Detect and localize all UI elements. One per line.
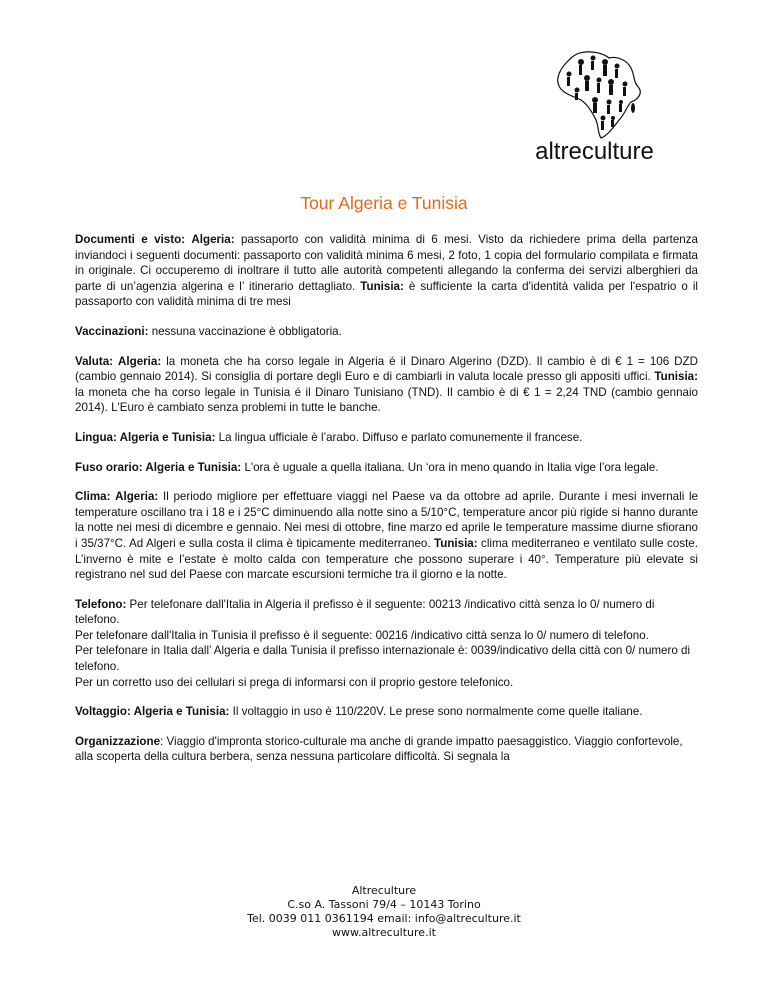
section-text: La lingua ufficiale è l’arabo. Diffuso e parlato comunemente il francese. [218,430,583,444]
country-label: Algeria: [118,354,162,368]
section-documenti [75,232,698,310]
section-telefono [75,597,698,691]
section-lingua [75,430,698,446]
section-label: Valuta: [75,354,114,368]
section-label: Clima: [75,490,111,504]
section-text: è sufficiente la carta d'identità valida per l'espatrio o il passaporto con validità minima di tre mesi [75,279,698,309]
country-label: Algeria: [191,233,235,246]
section-text: la moneta che ha corso legale in Algeria é il Dinaro Algerino (DZD). Il cambio è di € 1 = 106 DZD (cambio gennaio 2014). Si consiglia di portare degli Euro e di cambiarli in valuta locale presso gli appositi uffici. [75,354,698,384]
africa-silhouette-logo-icon [547,48,647,140]
section-text: L'ora è uguale a quella italiana. Un ‘ora in meno quando in Italia vige l’ora legale. [244,460,659,474]
section-voltaggio [75,704,698,720]
country-label: Algeria: [115,490,159,504]
section-text: nessuna vaccinazione è obbligatoria. [151,324,342,338]
country-label: Tunisia: [654,370,698,384]
country-label: Tunisia: [360,279,404,293]
section-vaccinazioni [75,324,698,340]
section-text: la moneta che ha corso legale in Tunisia é il Dinaro Tunisiano (TND). Il cambio è di € 1 = 2,24 TND (cambio gennaio 2014). L'Euro è cambiato senza problemi in tutte le banche. [75,385,698,415]
section-label: Vaccinazioni: [75,324,149,338]
section-clima [75,489,698,583]
footer-address: C.so A. Tassoni 79/4 – 10143 Torino [287,898,481,911]
footer-contact: Tel. 0039 011 0361194 email: info@altreculture.it [247,912,521,925]
section-organizzazione [75,734,698,765]
logo [527,48,662,173]
section-text: : Viaggio d'impronta storico-culturale ma anche di grande impatto paesaggistico. Viaggio confortevole, alla scoperta della cultura berbera, senza nessuna particolare difficoltà. Si segnala la [75,734,683,764]
section-label: Documenti e visto: [75,233,186,246]
section-label: Fuso orario: Algeria e Tunisia: [75,460,242,474]
country-label: Tunisia: [434,536,478,550]
section-text: passaporto con validità minima di 6 mesi. Visto da richiedere prima della partenza inviandoci i seguenti documenti: passaporto con validità minima 6 mesi, 2 foto, 1 copia del formulario compilata e firmata in originale. Ci occuperemo di inoltrare il tutto alle autorità competenti allegando la conferma dei servizi alberghieri da parte di un’agenzia algerina e l’ itinerario dettagliato. [75,233,698,293]
section-label: Voltaggio: Algeria e Tunisia: [75,705,230,719]
section-text: Il voltaggio in uso è 110/220V. Le prese sono normalmente come quelle italiane. [232,705,643,719]
telefono-line [75,597,698,628]
section-label: Organizzazione [75,734,161,748]
brand-name: altreculture [535,138,654,165]
section-label: Lingua: Algeria e Tunisia: [75,430,216,444]
page-title: Tour Algeria e Tunisia [300,193,468,213]
section-text: Il periodo migliore per effettuare viaggi nel Paese va da ottobre ad aprile. Durante i mesi invernali le temperature oscillano tra i 18 e i 25°C diminuendo alla notte sino a 5/10°C, temperature ancor più rigide si hanno durante la notte nei mesi di dicembre e gennaio. Nei mesi di ottobre, fine marzo ed aprile le temperature massime diurne sfiorano i 35/37°C. Ad Algeri e sulla costa il clima è tipicamente mediterraneo. [75,490,698,550]
footer-company: Altreculture [351,884,417,897]
section-valuta [75,354,698,416]
section-text: Per telefonare dall'Italia in Algeria il prefisso è il seguente: 00213 /indicativo città senza lo 0/ numero di telefono. [75,597,655,627]
footer [0,884,768,940]
telefono-line: Per telefonare dall'Italia in Tunisia il prefisso è il seguente: 00216 /indicativo città senza lo 0/ numero di telefono. [75,628,649,642]
section-label: Telefono: [75,597,127,611]
footer-website: www.altreculture.it [332,926,436,939]
telefono-line: Per telefonare in Italia dall’ Algeria e dalla Tunisia il prefisso internazionale è: 0039/indicativo della città con 0/ numero di telefono. [75,644,691,674]
section-fuso-orario [75,460,698,476]
telefono-line: Per un corretto uso dei cellulari si prega di informarsi con il proprio gestore telefonico. [75,675,514,689]
document-body [75,232,698,779]
section-text: clima mediterraneo e ventilato sulle coste. L’inverno è mite e l’estate è molto calda con temperature che possono superare i 40°. Temperature più elevate si registrano nel sud del Paese con marcate escursioni termiche tra il giorno e la notte. [75,536,698,582]
